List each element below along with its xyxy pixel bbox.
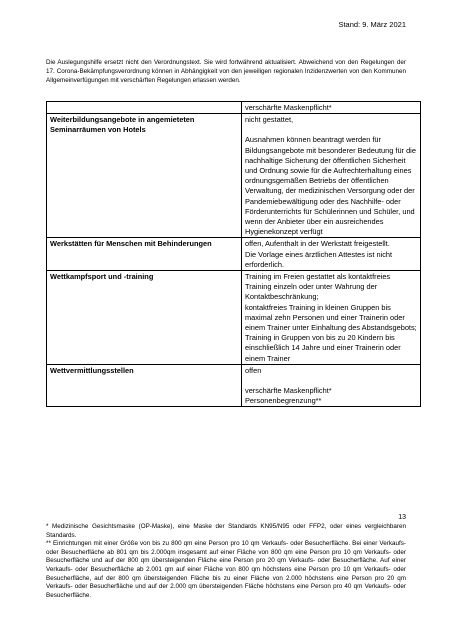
footnotes xyxy=(46,523,406,600)
facility-cell: Weiterbildungsangebote in angemieteten Seminarräumen von Hotels xyxy=(47,114,242,238)
rule-text: Ausnahmen können beantragt werden für Bildungsangebote mit besonderer Bedeutung für die nachhaltige Sicherung der öffentlichen Sicherheit und Ordnung sowie für die Aufrechterhaltung eines ordnungsgemäßen Betriebs der öffentlichen Verwaltung, der medizinischen Versorgung oder der Pandemiebewältigung oder des Nachhilfe- oder Förderunterrichts für Schülerinnen und Schüler, und wenn der Anbieter über ein ausreichendes Hygienekonzept verfügt xyxy=(245,135,416,237)
rule-text: Die Vorlage eines ärztlichen Attestes ist nicht erforderlich. xyxy=(245,249,393,269)
facility-cell: Werkstätten für Menschen mit Behinderungen xyxy=(47,238,242,271)
regulations-table xyxy=(46,101,421,407)
rule-cell xyxy=(242,102,421,114)
intro-paragraph: Die Auslegungshilfe ersetzt nicht den Verordnungstext. Sie wird fortwährend aktualisiert. Abweichend von den Regelungen der 17. Corona-Bekämpfungsverordnung können in Abhängigkeit von den jeweiligen regionalen Inzidenzwerten von den Kommunen Allgemeinverfügungen mit verschärften Regelungen erlassen werden. xyxy=(46,59,406,84)
table-row xyxy=(47,271,421,365)
rule-text: verschärfte Maskenpflicht* xyxy=(245,103,332,112)
footnote-person-limit: ** Einrichtungen mit einer Größe von bis zu 800 qm eine Person pro 10 qm Verkaufs- oder Besucherfläche. Bei einer Verkaufs- oder Besucherfläche ab 801 qm bis 2.000qm insgesamt auf einer Fläche von 800 qm eine Person pro 10 qm Verkaufs- oder Besucherfläche und auf der 800 qm übersteigenden Fläche eine Person pro 20 qm Verkaufs- oder Besucherfläche. Auf einer Verkaufs- oder Besucherfläche ab 2.001 qm auf einer Fläche von 800 qm höchstens eine Person pro 10 qm Verkaufs- oder Besucherfläche, auf der 800 qm übersteigenden Fläche bis zu einer Fläche von 2.000 höchstens eine Person pro 20 qm Verkaufs- oder Besucherfläche und auf der 2.000 qm übersteigenden Fläche höchstens eine Person pro 40 qm Verkaufs- oder Besucherfläche. xyxy=(46,540,406,599)
rule-text: offen, Aufenthalt in der Werkstatt freigestellt. xyxy=(245,239,390,249)
rule-cell xyxy=(242,114,421,238)
facility-cell xyxy=(47,102,242,114)
rule-text: Training in Gruppen von bis zu 20 Kindern bis einschließlich 14 Jahre und einer Trainerin oder einem Trainer xyxy=(245,333,401,363)
rule-text: verschärfte Maskenpflicht* xyxy=(245,386,332,396)
rule-cell xyxy=(242,364,421,407)
table-row xyxy=(47,364,421,407)
facility-cell: Wettvermittlungsstellen xyxy=(47,364,242,407)
rule-spacer xyxy=(245,125,417,135)
rule-text: kontaktfreies Training in kleinen Gruppen bis maximal zehn Personen und einer Trainerin oder einem Trainer unter Einhaltung des Abstandsgebots; xyxy=(245,302,417,333)
table-row xyxy=(47,238,421,271)
rule-text: Training im Freien gestattet als kontaktfreies Training einzeln oder unter Wahrung der Kontaktbeschränkung; xyxy=(245,272,391,302)
rule-text: Personenbegrenzung** xyxy=(245,396,322,406)
facility-cell: Wettkampfsport und -training xyxy=(47,271,242,365)
rule-cell xyxy=(242,238,421,271)
page-number: 13 xyxy=(398,514,406,521)
table-row xyxy=(47,114,421,238)
rule-text: offen xyxy=(245,365,262,375)
date-stamp: Stand: 9. März 2021 xyxy=(338,20,406,29)
footnote-mask: * Medizinische Gesichtsmaske (OP-Maske), eine Maske der Standards KN95/N95 oder FFP2, oder eines vergleichbaren Standards. xyxy=(46,523,406,539)
table-row xyxy=(47,102,421,114)
rule-cell xyxy=(242,271,421,365)
rule-spacer xyxy=(245,376,417,386)
rule-text: nicht gestattet, xyxy=(245,115,294,125)
